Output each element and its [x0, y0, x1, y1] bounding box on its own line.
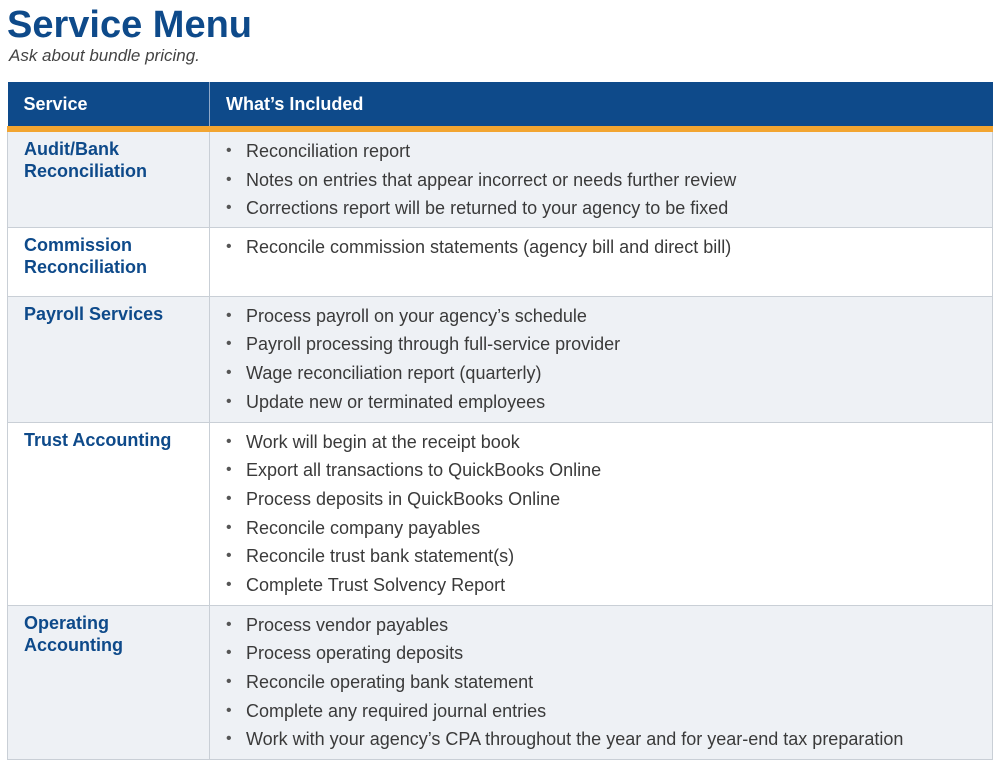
service-items: [210, 227, 993, 296]
list-item: • Work will begin at the receipt book: [226, 428, 982, 457]
list-item: • Process payroll on your agency’s schedule: [226, 302, 982, 331]
list-item: • Process deposits in QuickBooks Online: [226, 485, 982, 514]
table-row: [8, 422, 993, 605]
table-row: [8, 605, 993, 759]
list-item: • Process vendor payables: [226, 611, 982, 640]
service-name: [8, 129, 210, 227]
list-item: • Reconcile operating bank statement: [226, 668, 982, 697]
service-items: [210, 129, 993, 227]
service-menu-table: [7, 82, 993, 760]
service-name: [8, 422, 210, 605]
list-item: • Corrections report will be returned to your agency to be fixed: [226, 194, 982, 223]
service-items: [210, 296, 993, 422]
list-item: • Wage reconciliation report (quarterly): [226, 359, 982, 388]
list-item: • Update new or terminated employees: [226, 388, 982, 417]
service-items: [210, 605, 993, 759]
service-name-text: Payroll Services: [24, 303, 164, 324]
list-item: • Reconciliation report: [226, 137, 982, 166]
table-row: [8, 296, 993, 422]
service-name-text: Audit/Bank Reconciliation: [24, 139, 148, 181]
list-item: • Export all transactions to QuickBooks Online: [226, 456, 982, 485]
list-item: • Process operating deposits: [226, 639, 982, 668]
list-item: • Reconcile company payables: [226, 514, 982, 543]
page-title: Service Menu: [7, 4, 252, 46]
table-row: [8, 227, 993, 296]
service-items: [210, 422, 993, 605]
service-name: [8, 296, 210, 422]
table-header-row: [8, 82, 993, 129]
list-item: • Complete any required journal entries: [226, 697, 982, 726]
service-name-text: Commission Reconciliation: [24, 234, 148, 277]
list-item: • Work with your agency’s CPA throughout the year and for year-end tax preparation: [226, 725, 982, 754]
service-name: [8, 227, 210, 296]
service-name: [8, 605, 210, 759]
list-item: • Notes on entries that appear incorrect or needs further review: [226, 166, 982, 195]
list-item: • Reconcile commission statements (agency bill and direct bill): [226, 233, 982, 262]
list-item: • Payroll processing through full-service provider: [226, 330, 982, 359]
list-item: • Complete Trust Solvency Report: [226, 571, 982, 600]
service-name-text: Operating Accounting: [24, 612, 123, 655]
page-subtitle: Ask about bundle pricing.: [9, 46, 200, 65]
service-name-text: Trust Accounting: [24, 429, 172, 450]
column-header-included: What’s Included: [210, 82, 993, 129]
table-row: [8, 129, 993, 227]
list-item: • Reconcile trust bank statement(s): [226, 542, 982, 571]
column-header-service: Service: [8, 82, 210, 129]
